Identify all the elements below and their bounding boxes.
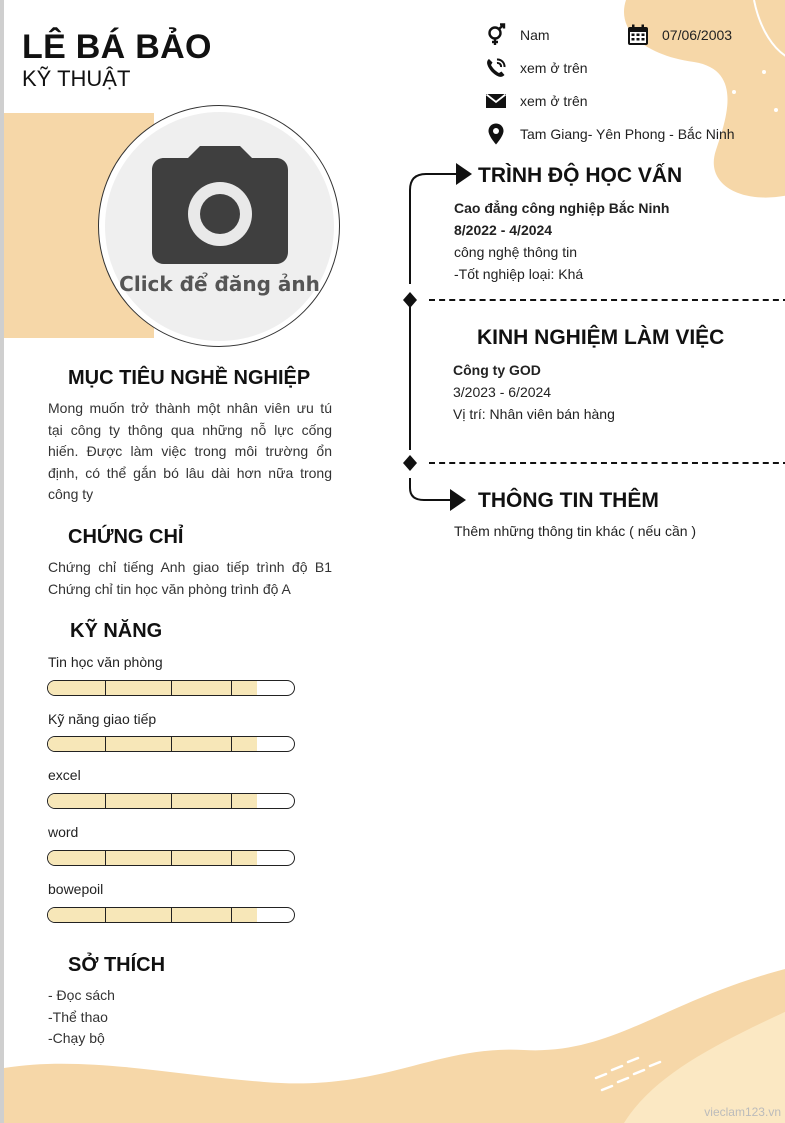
skill-name: word xyxy=(48,824,79,840)
certificates-title: CHỨNG CHỈ xyxy=(68,526,184,548)
skill-bar xyxy=(47,793,295,809)
skill-fill xyxy=(48,851,257,865)
skill-name: excel xyxy=(48,767,81,783)
candidate-name: LÊ BÁ BẢO xyxy=(22,28,212,66)
skill-name: Kỹ năng giao tiếp xyxy=(48,711,157,727)
certificate-item: Chứng chỉ tin học văn phòng trình độ A xyxy=(48,580,291,597)
location-icon xyxy=(484,122,508,146)
skill-bar xyxy=(47,907,295,923)
email-icon xyxy=(484,89,508,113)
skill-fill xyxy=(48,681,257,695)
skill-name: Tin học văn phòng xyxy=(48,654,163,670)
objective-line: công ty xyxy=(48,486,94,502)
hobbies-list xyxy=(48,985,115,1050)
hobby-item: - Đọc sách xyxy=(48,987,115,1003)
photo-placeholder[interactable]: Click để đăng ảnh xyxy=(119,272,320,296)
diamond-icon xyxy=(403,292,417,308)
objective-text xyxy=(48,398,332,506)
gender-icon xyxy=(484,23,508,47)
education-major: công nghệ thông tin xyxy=(454,244,577,260)
skills-title: KỸ NĂNG xyxy=(70,620,163,642)
birthday-row xyxy=(626,23,732,47)
camera-icon xyxy=(150,144,290,266)
objective-title: MỤC TIÊU NGHỀ NGHIỆP xyxy=(68,367,311,389)
hobby-item: -Thể thao xyxy=(48,1008,108,1025)
objective-line: hiến. Được làm việc trong môi trường ổn xyxy=(48,443,332,459)
email-value: xem ở trên xyxy=(520,93,588,109)
job-title: KỸ THUẬT xyxy=(22,66,131,91)
experience-period: 3/2023 - 6/2024 xyxy=(453,384,552,400)
address-row xyxy=(484,122,735,146)
skill-fill xyxy=(48,794,257,808)
additional-text: Thêm những thông tin khác ( nếu cần ) xyxy=(454,523,697,539)
education-note: -Tốt nghiệp loại: Khá xyxy=(454,266,584,282)
gender-value: Nam xyxy=(520,27,550,43)
phone-icon xyxy=(484,56,508,80)
birthday-value: 07/06/2003 xyxy=(662,27,733,43)
phone-value: xem ở trên xyxy=(520,60,588,76)
education-school: Cao đẳng công nghiệp Bắc Ninh xyxy=(454,200,670,216)
additional-title: THÔNG TIN THÊM xyxy=(478,489,659,512)
divider xyxy=(429,462,785,464)
arrow-icon xyxy=(456,163,472,185)
experience-content xyxy=(453,359,615,425)
experience-position: Vị trí: Nhân viên bán hàng xyxy=(453,406,615,422)
diamond-icon xyxy=(403,455,417,471)
watermark: vieclam123.vn xyxy=(704,1105,781,1119)
certificates-list xyxy=(48,557,332,600)
objective-line: tại công ty thông qua những nỗ lực cống xyxy=(48,421,332,438)
divider xyxy=(429,299,785,301)
skill-name: bowepoil xyxy=(48,881,104,897)
skill-bar xyxy=(47,850,295,866)
address-value: Tam Giang- Yên Phong - Bắc Ninh xyxy=(520,126,735,142)
skill-bar xyxy=(47,736,295,752)
education-content xyxy=(454,197,669,285)
experience-company: Công ty GOD xyxy=(453,362,541,378)
arrow-icon xyxy=(450,489,466,511)
objective-line: Mong muốn trở thành một nhân viên ưu tú xyxy=(48,400,332,416)
education-title: TRÌNH ĐỘ HỌC VẤN xyxy=(478,164,683,187)
objective-line: định, có thể gắn bó lâu dài hơn nữa trong xyxy=(48,464,332,481)
calendar-icon xyxy=(626,23,650,47)
phone-row xyxy=(484,56,588,80)
certificate-item: Chứng chỉ tiếng Anh giao tiếp trình độ B1 xyxy=(48,559,332,575)
experience-title: KINH NGHIỆM LÀM VIỆC xyxy=(477,326,725,349)
email-row xyxy=(484,89,588,113)
hobbies-title: SỞ THÍCH xyxy=(68,954,166,976)
skill-bar xyxy=(47,680,295,696)
skill-fill xyxy=(48,908,257,922)
gender-row xyxy=(484,23,550,47)
education-period: 8/2022 - 4/2024 xyxy=(454,222,553,238)
skill-fill xyxy=(48,737,257,751)
hobby-item: -Chạy bộ xyxy=(48,1030,105,1046)
